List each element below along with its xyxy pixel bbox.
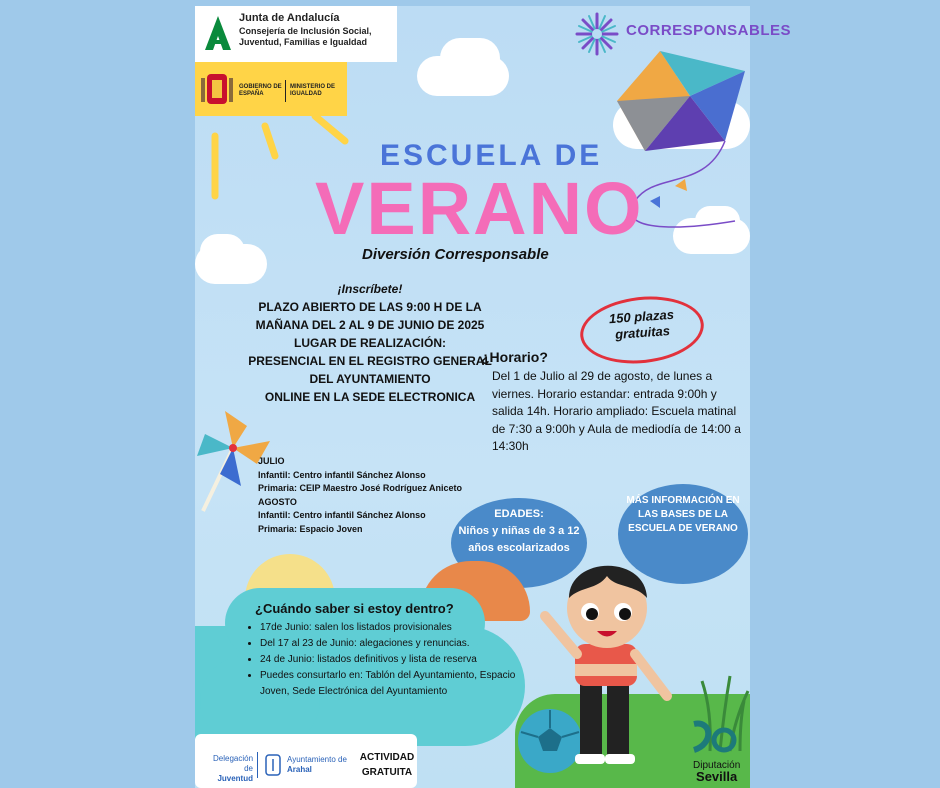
places-badge: 150 plazas gratuitas bbox=[608, 306, 675, 342]
sevilla-label: Sevilla bbox=[696, 769, 738, 784]
delegacion-logo bbox=[213, 754, 253, 784]
diputacion-label: Diputación bbox=[693, 760, 741, 771]
poster bbox=[195, 6, 792, 788]
gobierno-label: GOBIERNO DE ESPAÑA bbox=[239, 84, 282, 97]
ages-title: EDADES: bbox=[494, 508, 544, 520]
footer-divider bbox=[257, 752, 258, 778]
when-title: ¿Cuándo saber si estoy dentro? bbox=[255, 601, 454, 616]
arahal-label: Arahal bbox=[287, 765, 312, 774]
inscription-line: ONLINE EN LA SEDE ELECTRONICA bbox=[264, 390, 476, 404]
corresponsables-logo-icon bbox=[573, 10, 621, 58]
delegacion-label: Delegación de bbox=[213, 754, 254, 773]
boy-illustration bbox=[535, 546, 685, 771]
ayuntamiento-logo bbox=[287, 755, 347, 775]
when-list bbox=[248, 620, 530, 700]
inscription-line: LUGAR DE REALIZACIÓN: bbox=[294, 336, 446, 350]
inscription-block bbox=[225, 280, 515, 406]
inscription-line: DEL AYUNTAMIENTO bbox=[309, 372, 431, 386]
centers-line: JULIO bbox=[258, 456, 285, 466]
arahal-crest-icon bbox=[263, 751, 283, 779]
inscription-line: PLAZO ABIERTO DE LAS 9:00 H DE LA bbox=[258, 300, 482, 314]
ages-text: Niños y niñas de 3 a 12 años escolarizados bbox=[458, 525, 580, 554]
schedule-text: Del 1 de Julio al 29 de agosto, de lunes a viernes. Horario estandar: entrada 9:00h y salida 14h. Horario ampliado: Escuela matinal de 7:30 a 9:00h y Aula de mediodía de 14:00 a 14:30h bbox=[492, 369, 741, 453]
title-line-2: VERANO bbox=[315, 167, 644, 250]
logo-divider bbox=[285, 80, 286, 102]
list-item: • 24 de Junio: listados definitivos y lista de reserva bbox=[260, 652, 530, 668]
inscription-line: ¡Inscríbete! bbox=[337, 282, 403, 296]
diputacion-logo-icon bbox=[690, 718, 740, 758]
list-item: • 17de Junio: salen los listados provisionales bbox=[260, 620, 530, 636]
title-line-1: ESCUELA DE bbox=[380, 139, 603, 172]
centers-line: Primaria: Espacio Joven bbox=[258, 523, 363, 534]
ministerio-label: MINISTERIO DE IGUALDAD bbox=[290, 84, 336, 97]
list-item: • Del 17 al 23 de Junio: alegaciones y renuncias. bbox=[260, 636, 530, 652]
centers-block bbox=[258, 455, 462, 536]
juventud-label: Juventud bbox=[217, 774, 253, 783]
corresponsables-label: CORRESPONSABLES bbox=[626, 22, 792, 39]
diputacion-logo bbox=[693, 760, 740, 784]
activity-free-label: ACTIVIDAD GRATUITA bbox=[359, 752, 415, 778]
junta-subtitle: Consejería de Inclusión Social, Juventud, Familias e Igualdad bbox=[239, 26, 372, 47]
cloud bbox=[440, 38, 500, 78]
junta-title: Junta de Andalucía bbox=[239, 12, 340, 24]
centers-line: Primaria: CEIP Maestro José Rodríguez Aniceto bbox=[258, 483, 463, 493]
info-bubble: MÁS INFORMACIÓN EN LAS BASES DE LA ESCUELA DE VERANO bbox=[626, 495, 740, 534]
centers-line: AGOSTO bbox=[258, 496, 297, 507]
centers-line: Infantil: Centro infantil Sánchez Alonso bbox=[258, 469, 426, 480]
inscription-line: MAÑANA DEL 2 AL 9 DE JUNIO DE 2025 bbox=[255, 318, 485, 332]
inscription-line: PRESENCIAL EN EL REGISTRO GENERAL bbox=[248, 354, 492, 368]
ayuntamiento-label: Ayuntamiento de bbox=[287, 755, 347, 764]
subtitle: Diversión Corresponsable bbox=[362, 246, 549, 263]
schedule-title: ¿Horario? bbox=[481, 349, 548, 365]
junta-logo-icon bbox=[203, 14, 233, 52]
list-item: • Puedes consurtarlo en: Tablón del Ayuntamiento, Espacio Joven, Sede Electrónica del Ayuntamiento bbox=[260, 668, 530, 700]
centers-line: Infantil: Centro infantil Sánchez Alonso bbox=[258, 510, 426, 520]
spain-coat-of-arms-icon bbox=[201, 70, 233, 108]
cloud bbox=[200, 234, 245, 269]
